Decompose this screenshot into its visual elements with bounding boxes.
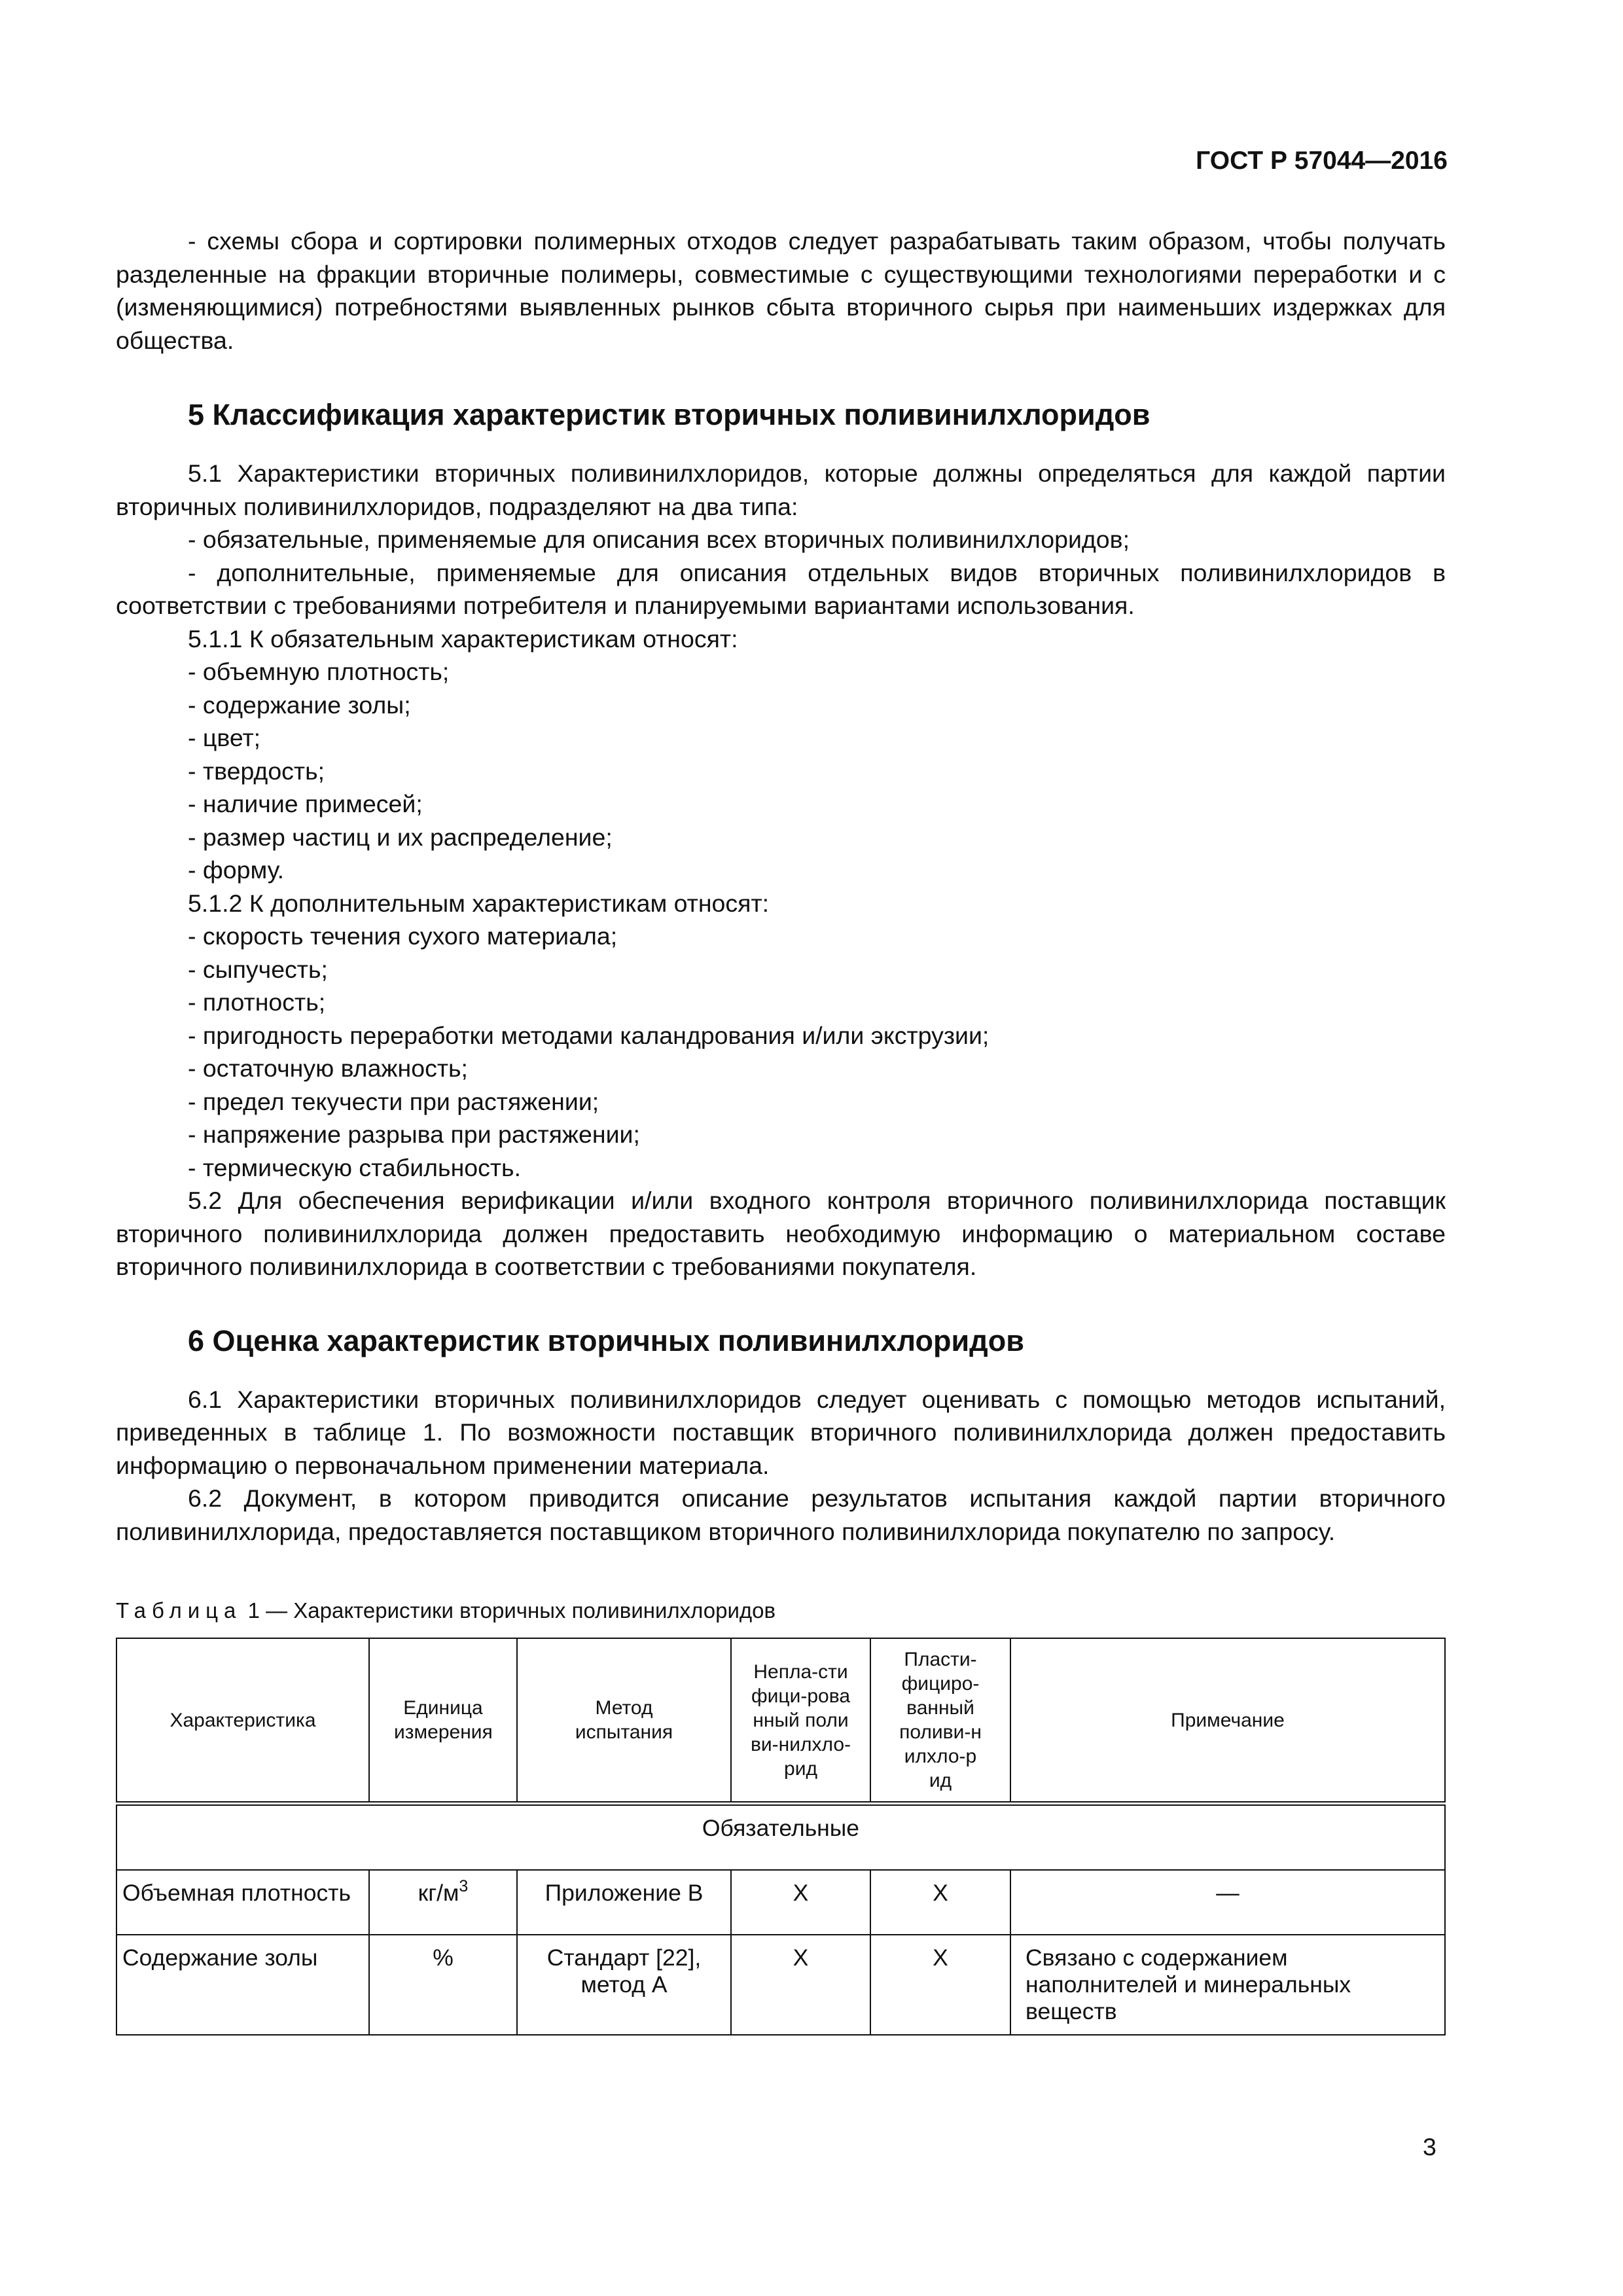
- page-number: 3: [1423, 2133, 1436, 2161]
- cell-characteristic: Содержание золы: [116, 1935, 369, 2035]
- paragraph-5-1: 5.1 Характеристики вторичных поливинилхлоридов, которые должны определяться для каждой партии вторичных поливинилхлоридов, подразделяют на два типа:: [116, 459, 1446, 520]
- additional-item: - плотность;: [188, 988, 326, 1016]
- paragraph-6-1: 6.1 Характеристики вторичных поливинилхлоридов следует оценивать с помощью методов испытаний, приведенных в таблице 1. По возможности поставщик вторичного поливинилхлорида должен предоставить информацию о первоначальном применении материала.: [116, 1385, 1446, 1479]
- header-unplasticized: [731, 1638, 870, 1804]
- header-plasticized-text: Пласти-фициро-ванный поливи-нилхло-рид: [899, 1649, 982, 1791]
- additional-item: - сыпучесть;: [188, 955, 328, 983]
- mandatory-item: - наличие примесей;: [188, 790, 423, 817]
- table-caption-word: Таблица: [116, 1598, 242, 1623]
- cell-unit-superscript: 3: [459, 1877, 469, 1895]
- paragraph-5-2: 5.2 Для обеспечения верификации и/или входного контроля вторичного поливинилхлорида поставщик вторичного поливинилхлорида должен предоставить необходимую информацию о материальном составе вторичного поливинилхлорида в соответствии с требованиями покупателя.: [116, 1187, 1446, 1280]
- characteristics-table: [116, 1638, 1446, 2036]
- table-row: [116, 1935, 1445, 2035]
- header-method: [517, 1638, 731, 1804]
- table-row: [116, 1870, 1445, 1935]
- table-group-row: [116, 1804, 1445, 1871]
- type-item-mandatory: - обязательные, применяемые для описания всех вторичных поливинилхлоридов;: [188, 526, 1130, 553]
- mandatory-item: - твердость;: [188, 757, 325, 785]
- cell-unplasticized: Х: [731, 1935, 870, 2035]
- header-unit-text: Единица измерения: [394, 1697, 493, 1743]
- type-item-additional: - дополнительные, применяемые для описания отдельных видов вторичных поливинилхлоридов в соответствии с требованиями потребителя и планируемыми вариантами использования.: [116, 558, 1446, 619]
- additional-item: - предел текучести при растяжении;: [188, 1087, 599, 1115]
- cell-plasticized: Х: [870, 1870, 1010, 1935]
- cell-unplasticized: Х: [731, 1870, 870, 1935]
- cell-note: —: [1010, 1870, 1445, 1935]
- mandatory-item: - содержание золы;: [188, 691, 411, 719]
- header-note: Примечание: [1010, 1638, 1445, 1804]
- mandatory-item: - размер частиц и их распределение;: [188, 823, 613, 851]
- mandatory-item: - форму.: [188, 856, 285, 884]
- intro-paragraph: - схемы сбора и сортировки полимерных отходов следует разрабатывать таким образом, чтобы получать разделенные на фракции вторичные полимеры, совместимые с существующими технологиями переработки и с (изменяющимися) потребностями выявленных рынков сбыта вторичного сырья при наименьших издержках для общества.: [116, 227, 1446, 354]
- paragraph-5-1-1: 5.1.1 К обязательным характеристикам относят:: [188, 624, 738, 653]
- header-method-text: Метод испытания: [575, 1697, 673, 1743]
- table-caption-title: 1 — Характеристики вторичных поливинилхлоридов: [247, 1598, 776, 1623]
- additional-item: - термическую стабильность.: [188, 1153, 522, 1181]
- additional-item: - пригодность переработки методами каландрования и/или экструзии;: [188, 1021, 990, 1049]
- group-mandatory: Обязательные: [116, 1804, 1445, 1871]
- paragraph-5-1-2: 5.1.2 К дополнительным характеристикам относят:: [188, 889, 770, 917]
- document-code: ГОСТ Р 57044—2016: [1196, 147, 1448, 175]
- table-header-row: [116, 1638, 1445, 1804]
- table-caption: [116, 1598, 1446, 1624]
- additional-item: - скорость течения сухого материала;: [188, 922, 618, 950]
- mandatory-item: - цвет;: [188, 724, 261, 751]
- cell-characteristic: Объемная плотность: [116, 1870, 369, 1935]
- cell-method: Приложение В: [517, 1870, 731, 1935]
- paragraph-6-2: 6.2 Документ, в котором приводится описание результатов испытания каждой партии вторичного поливинилхлорида, предоставляется поставщиком вторичного поливинилхлорида покупателю по запросу.: [116, 1484, 1446, 1545]
- additional-item: - остаточную влажность;: [188, 1054, 468, 1082]
- cell-note: Связано с содержанием наполнителей и минеральных веществ: [1010, 1935, 1445, 2035]
- cell-unit: [369, 1870, 517, 1935]
- header-unplasticized-text: Непла-стифици-рованный поливи-нилхло-рид: [750, 1660, 851, 1780]
- section-5-heading: 5 Классификация характеристик вторичных поливинилхлоридов: [188, 398, 1150, 431]
- cell-unit-base: кг/м: [418, 1880, 459, 1906]
- header-characteristic: Характеристика: [116, 1638, 369, 1804]
- cell-unit: %: [369, 1935, 517, 2035]
- header-plasticized: [870, 1638, 1010, 1804]
- document-body: [116, 224, 1446, 2036]
- mandatory-item: - объемную плотность;: [188, 658, 450, 685]
- section-6-heading: 6 Оценка характеристик вторичных поливинилхлоридов: [188, 1323, 1024, 1357]
- cell-method-text: Стандарт [22], метод А: [546, 1945, 702, 1998]
- cell-plasticized: Х: [870, 1935, 1010, 2035]
- header-unit: [369, 1638, 517, 1804]
- cell-method: [517, 1935, 731, 2035]
- additional-item: - напряжение разрыва при растяжении;: [188, 1121, 640, 1148]
